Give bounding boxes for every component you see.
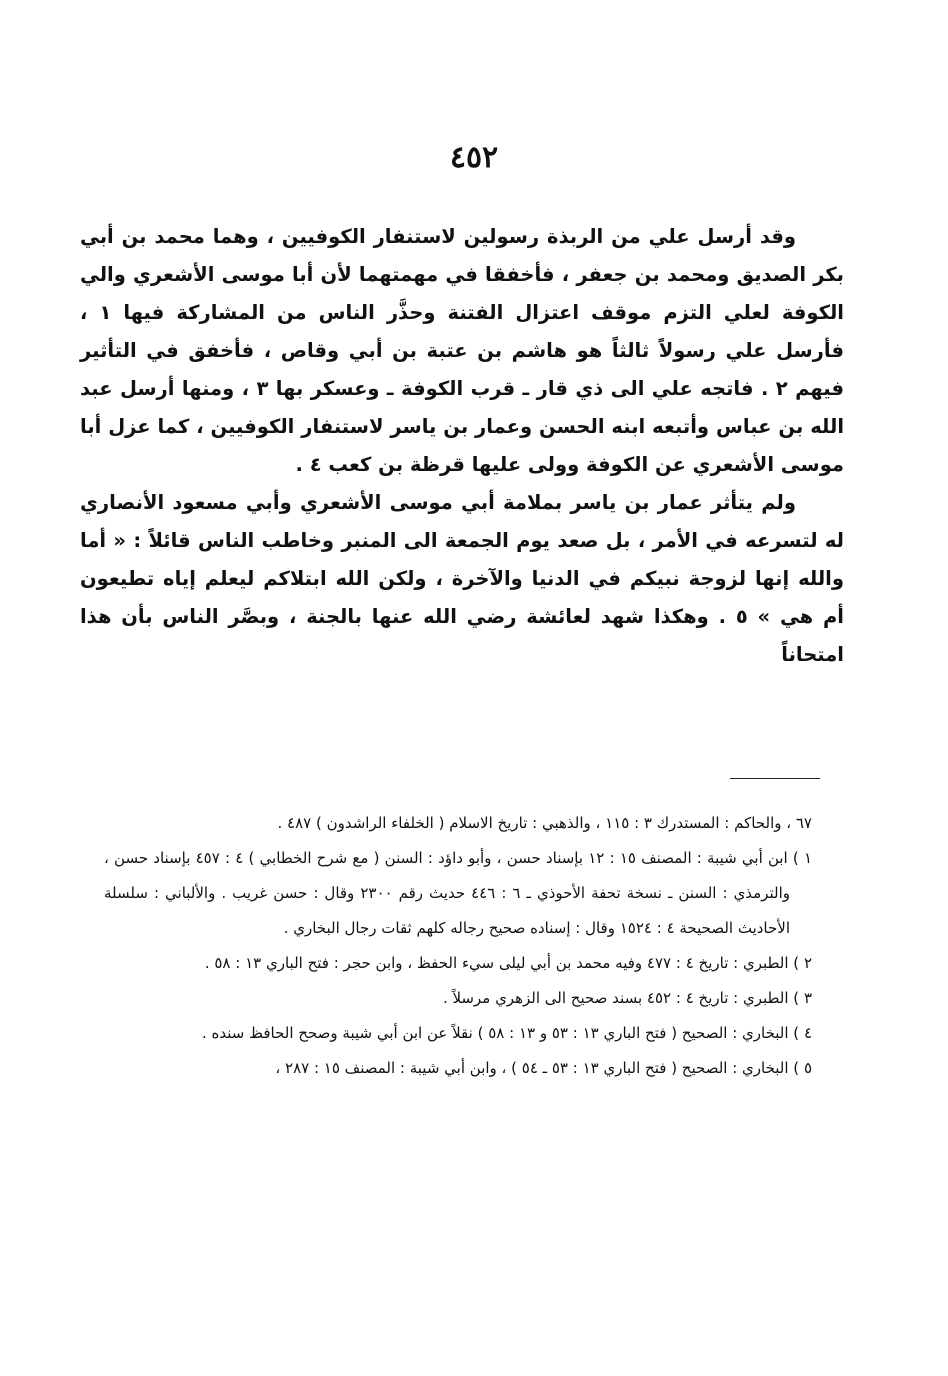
footnote-1: ١ ) ابن أبي شيبة : المصنف ١٥ : ١٢ بإسناد حسن ، وأبو داؤد : السنن ( مع شرح الخطابي ) ٤ : ٤٥٧ بإسناد حسن ، والترمذي : السنن ـ نسخة تحفة الأحوذي ـ ٦ : ٤٤٦ حديث رقم ٢٣٠٠ وقال : حسن غريب . والألباني : سلسلة الأحاديث الصحيحة ٤ : ١٥٢٤ وقال : إسناده صحيح رجاله كلهم ثقات رجال البخاري . [104,849,813,937]
footnote-continuation: ٦٧ ، والحاكم : المستدرك ٣ : ١١٥ ، والذهبي : تاريخ الاسلام ( الخلفاء الراشدون ) ٤٨٧ . [277,814,812,832]
paragraph: ولم يتأثر عمار بن ياسر بملامة أبي موسى الأشعري وأبي مسعود الأنصاري له لتسرعه في الأمر ، بل صعد يوم الجمعة الى المنبر وخاطب الناس قائلاً : « أما والله إنها لزوجة نبيكم في الدنيا والآخرة ، ولكن الله ابتلاكم ليعلم إياه تطيعون أم هي » ٥ . وهكذا شهد لعائشة رضي الله عنها بالجنة ، وبصَّر الناس بأن هذا امتحاناً [80,491,844,666]
page-number: ٤٥٢ [449,140,499,175]
footnote-3: ٣ ) الطبري : تاريخ ٤ : ٤٥٢ بسند صحيح الى الزهري مرسلاً . [442,989,812,1007]
footnote-5: ٥ ) البخاري : الصحيح ( فتح الباري ١٣ : ٥٣ ـ ٥٤ ) ، وابن أبي شيبة : المصنف ١٥ : ٢٨٧ ، [275,1059,812,1077]
paragraph: وقد أرسل علي من الربذة رسولين لاستنفار الكوفيين ، وهما محمد بن أبي بكر الصديق ومحمد بن جعفر ، فأخفقا في مهمتهما لأن أبا موسى الأشعري والي الكوفة لعلي التزم موقف اعتزال الفتنة وحذَّر الناس من المشاركة فيها ١ ، فأرسل علي رسولاً ثالثاً هو هاشم بن عتبة بن أبي وقاص ، فأخفق في التأثير فيهم ٢ . فاتجه علي الى ذي قار ـ قرب الكوفة ـ وعسكر بها ٣ ، ومنها أرسل عبد الله بن عباس وأتبعه ابنه الحسن وعمار بن ياسر لاستنفار الكوفيين ، كما عزل أبا موسى الأشعري عن الكوفة وولى عليها قرظة بن كعب ٤ . [80,225,845,476]
footnote-separator [730,778,820,779]
footnote-4: ٤ ) البخاري : الصحيح ( فتح الباري ١٣ : ٥٣ و ١٣ : ٥٨ ) نقلاً عن ابن أبي شيبة وصحح الحافظ سنده . [201,1024,812,1042]
footnotes [104,806,812,1086]
footnote-2: ٢ ) الطبري : تاريخ ٤ : ٤٧٧ وفيه محمد بن أبي ليلى سيء الحفظ ، وابن حجر : فتح الباري ١٣ : ٥٨ . [204,954,812,972]
main-text [80,218,844,674]
